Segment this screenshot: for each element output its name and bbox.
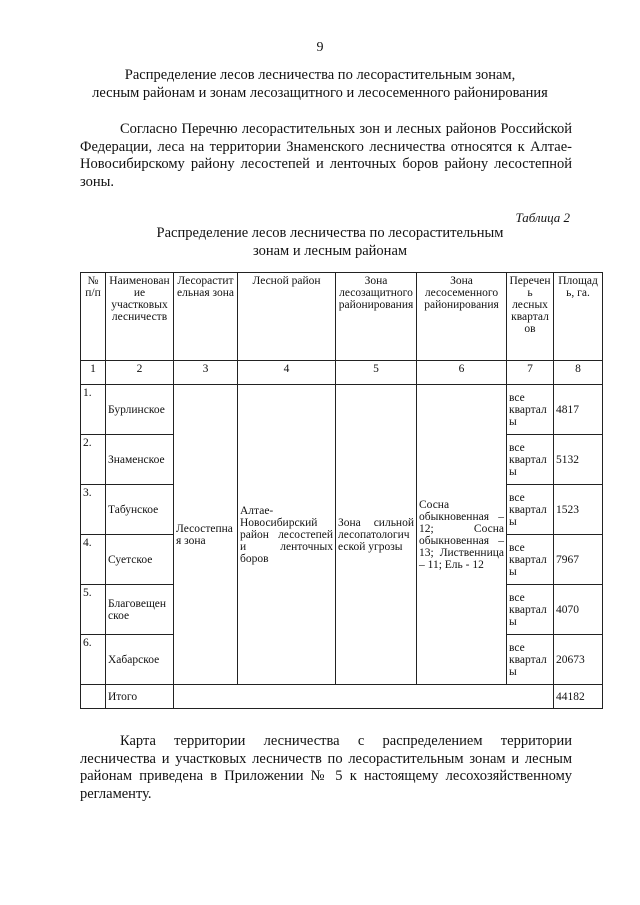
row-number: 3. [81,485,106,535]
quarters-cell: все кварталы [507,435,554,485]
column-number: 3 [174,361,238,385]
area-cell: 1523 [554,485,603,535]
total-label: Итого [106,685,174,709]
forest-district-cell: Алтае-Новосибирский район лесостепей и ленточных боров [238,385,336,685]
table-title-line-1: Распределение лесов лесничества по лесорастительным [156,225,504,241]
heading-line-1: Распределение лесов лесничества по лесорастительным зонам, [124,67,516,83]
row-number: 5. [81,585,106,635]
header-cell: Лесной район [238,273,336,361]
seed-zone-cell: Сосна обыкновенная – 12; Сосна обыкновенная – 13; Лиственница – 11; Ель - 12 [417,385,507,685]
header-cell: Зона лесосеменного районирования [417,273,507,361]
table-row [81,385,603,435]
section-heading [60,66,580,102]
area-cell: 4070 [554,585,603,635]
column-number: 5 [336,361,417,385]
quarters-cell: все кварталы [507,485,554,535]
header-cell: Зона лесозащитного районирования [336,273,417,361]
area-cell: 4817 [554,385,603,435]
table-header-row [81,273,603,361]
column-number-row [81,361,603,385]
row-number: 1. [81,385,106,435]
quarters-cell: все кварталы [507,635,554,685]
header-cell: Перечень лесных кварталов [507,273,554,361]
area-cell: 20673 [554,635,603,685]
column-number: 8 [554,361,603,385]
forest-distribution-table [80,272,603,709]
total-area: 44182 [554,685,603,709]
forestry-name: Табунское [106,485,174,535]
header-cell: Площадь, га. [554,273,603,361]
heading-line-2: лесным районам и зонам лесозащитного и лесосеменного районирования [92,85,548,101]
column-number: 7 [507,361,554,385]
header-cell: № п/п [81,273,106,361]
total-empty-cell [81,685,106,709]
forestry-name: Суетское [106,535,174,585]
forest-zone-cell: Лесостепная зона [174,385,238,685]
closing-paragraph: Карта территории лесничества с распределением территории лесничества и участковых лесничеств по лесорастительным зонам и лесным районам приведена в Приложении № 5 к настоящему лесохозяйственному регламенту. [80,733,572,802]
page-number: 9 [316,40,324,55]
total-row [81,685,603,709]
column-number: 6 [417,361,507,385]
quarters-cell: все кварталы [507,535,554,585]
forestry-name: Хабарское [106,635,174,685]
forestry-name: Благовещенское [106,585,174,635]
header-cell: Лесорастительная зона [174,273,238,361]
row-number: 2. [81,435,106,485]
quarters-cell: все кварталы [507,385,554,435]
column-number: 1 [81,361,106,385]
table-title-line-2: зонам и лесным районам [252,243,408,259]
quarters-cell: все кварталы [507,585,554,635]
forestry-name: Знаменское [106,435,174,485]
area-cell: 7967 [554,535,603,585]
table-title [130,224,530,260]
table-label: Таблица 2 [515,210,570,225]
total-spacer-cell [174,685,554,709]
forestry-name: Бурлинское [106,385,174,435]
intro-paragraph: Согласно Перечню лесорастительных зон и лесных районов Российской Федерации, леса на территории Знаменского лесничества относятся к Алтае-Новосибирскому району лесостепей и ленточных боров району лесостепной зоны. [80,121,572,190]
header-cell: Наименование участковых лесничеств [106,273,174,361]
area-cell: 5132 [554,435,603,485]
column-number: 4 [238,361,336,385]
column-number: 2 [106,361,174,385]
protection-zone-cell: Зона сильной лесопатологической угрозы [336,385,417,685]
row-number: 6. [81,635,106,685]
row-number: 4. [81,535,106,585]
